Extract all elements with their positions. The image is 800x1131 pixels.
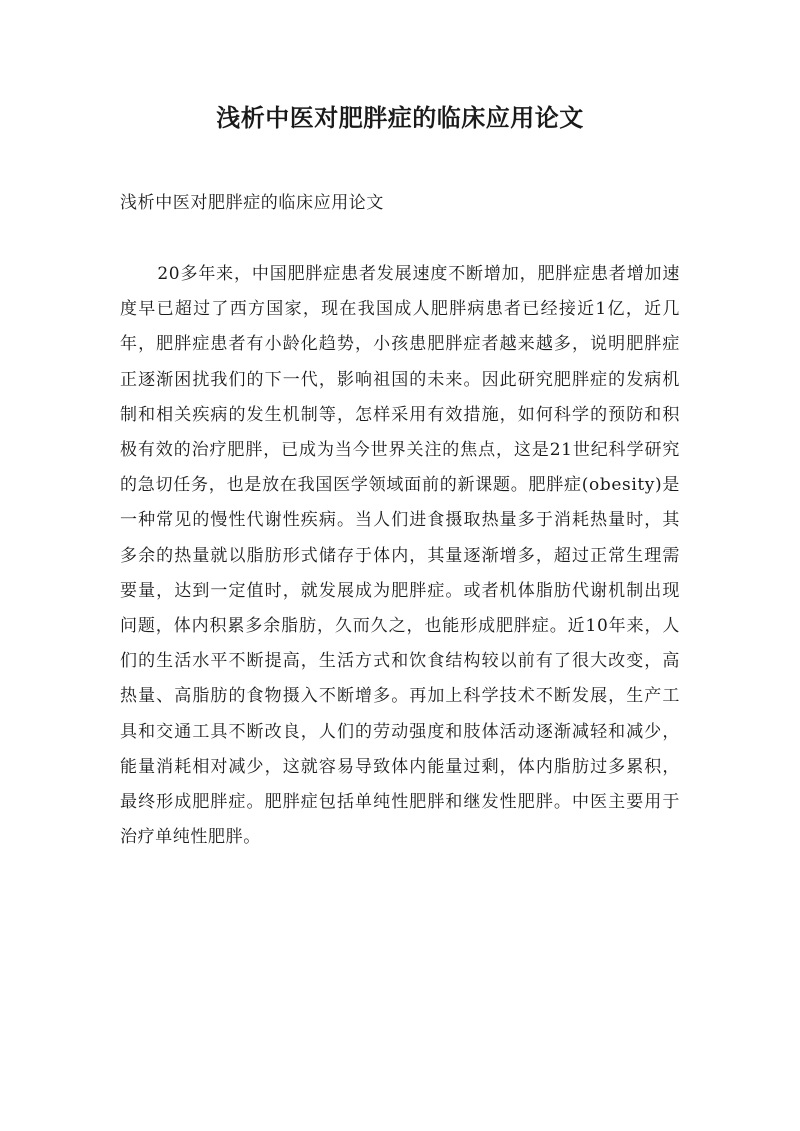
body-paragraph: 20多年来，中国肥胖症患者发展速度不断增加，肥胖症患者增加速度早已超过了西方国家，现在我国成人肥胖病患者已经接近1亿，近几年，肥胖症患者有小龄化趋势，小孩患肥胖症者越来越多，说明肥胖症正逐渐困扰我们的下一代，影响祖国的未来。因此研究肥胖症的发病机制和相关疾病的发生机制等，怎样采用有效措施，如何科学的预防和积极有效的治疗肥胖，已成为当今世界关注的焦点，这是21世纪科学研究的急切任务，也是放在我国医学领域面前的新课题。肥胖症(obesity)是一种常见的慢性代谢性疾病。当人们进食摄取热量多于消耗热量时，其多余的热量就以脂肪形式储存于体内，其量逐渐增多，超过正常生理需要量，达到一定值时，就发展成为肥胖症。或者机体脂肪代谢机制出现问题，体内积累多余脂肪，久而久之，也能形成肥胖症。近10年来，人们的生活水平不断提高，生活方式和饮食结构较以前有了很大改变，高热量、高脂肪的食物摄入不断增多。再加上科学技术不断发展，生产工具和交通工具不断改良，人们的劳动强度和肢体活动逐渐减轻和减少，能量消耗相对减少，这就容易导致体内能量过剩，体内脂肪过多累积，最终形成肥胖症。肥胖症包括单纯性肥胖和继发性肥胖。中医主要用于治疗单纯性肥胖。 bbox=[120, 264, 680, 848]
document-title: 浅析中医对肥胖症的临床应用论文 bbox=[216, 104, 584, 132]
document-subtitle: 浅析中医对肥胖症的临床应用论文 bbox=[120, 193, 384, 213]
